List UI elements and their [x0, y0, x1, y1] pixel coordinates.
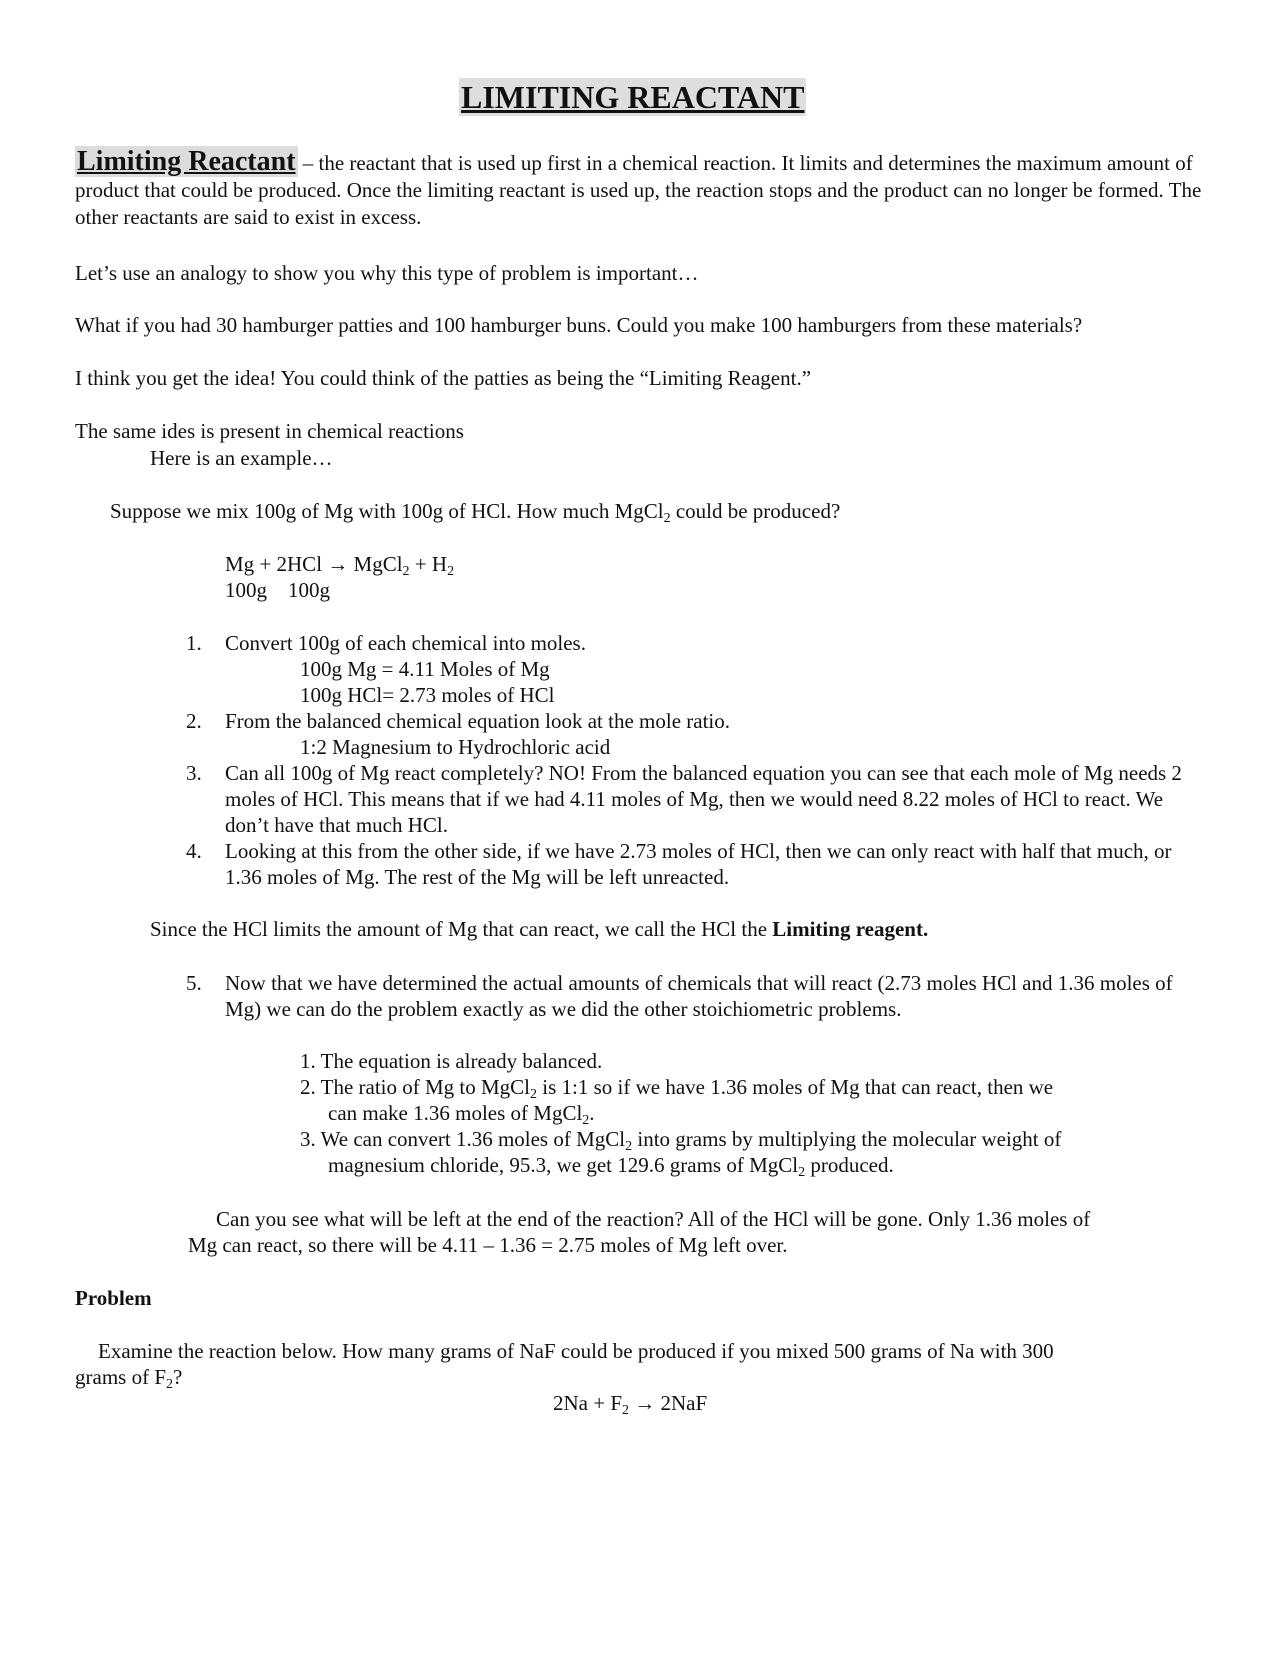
substep-sub: 2	[530, 1087, 538, 1102]
substep-part: produced.	[805, 1153, 894, 1177]
question-sub: 2	[663, 511, 671, 526]
problem-eq-part: 2Na + F	[553, 1391, 623, 1415]
substep-part: 3. We can convert 1.36 moles of MgCl	[300, 1127, 626, 1151]
equation-mid: + H	[409, 552, 448, 576]
definition-paragraph	[75, 148, 1210, 231]
step-number: 5.	[186, 971, 202, 995]
substep	[300, 1126, 1061, 1152]
substep-sub: 2	[625, 1139, 633, 1154]
substep-part: 2. The ratio of Mg to MgCl	[300, 1075, 531, 1099]
step-text: Convert 100g of each chemical into moles.	[225, 631, 586, 655]
leftover-line: Can you see what will be left at the end of the reaction? All of the HCl will be gone. Only 1.36 moles of	[216, 1207, 1091, 1231]
substep	[300, 1074, 1053, 1100]
limiting-statement	[150, 916, 928, 942]
example-question	[110, 498, 840, 524]
problem-sub: 2	[166, 1377, 173, 1392]
step-text: Now that we have determined the actual amounts of chemicals that will react (2.73 moles HCl and 1.36 moles of Mg) we can do the problem exactly as we did the other stoichiometric problems.	[225, 971, 1173, 1021]
substep	[328, 1100, 595, 1126]
substep-sub: 2	[582, 1113, 590, 1128]
equation-sub2: 2	[447, 564, 455, 579]
question-before: Suppose we mix 100g of Mg with 100g of HCl. How much MgCl	[110, 499, 664, 523]
substep	[328, 1152, 894, 1178]
substep-sub: 2	[798, 1165, 806, 1180]
problem-equation	[553, 1390, 707, 1416]
step1-detail: 100g HCl= 2.73 moles of HCl	[300, 683, 555, 707]
analogy-answer: I think you get the idea! You could think of the patties as being the “Limiting Reagent.”	[75, 366, 812, 390]
problem-line: Examine the reaction below. How many grams of NaF could be produced if you mixed 500 grams of Na with 300	[98, 1339, 1054, 1363]
step-text: Can all 100g of Mg react completely? NO! From the balanced equation you can see that each mole of Mg needs 2 moles of HCl. This means that if we had 4.11 moles of Mg, then we would need 8.22 moles of HCl to react. We don’t have that much HCl.	[225, 761, 1182, 837]
step-number: 3.	[186, 761, 202, 785]
question-after: could be produced?	[670, 499, 841, 523]
analogy-question: What if you had 30 hamburger patties and 100 hamburger buns. Could you make 100 hamburgers from these materials?	[75, 313, 1083, 337]
page-title: LIMITING REACTANT	[461, 79, 805, 115]
equation-left: Mg + 2HCl → MgCl	[225, 552, 403, 576]
problem-part: grams of F	[75, 1365, 166, 1389]
definition-term: Limiting Reactant	[77, 146, 296, 177]
substep-part: can make 1.36 moles of MgCl	[328, 1101, 583, 1125]
substep-part: magnesium chloride, 95.3, we get 129.6 grams of MgCl	[328, 1153, 799, 1177]
analogy-intro: Let’s use an analogy to show you why this type of problem is important…	[75, 261, 699, 285]
step-number: 1.	[186, 631, 202, 655]
step-number: 2.	[186, 709, 202, 733]
limiting-text: Since the HCl limits the amount of Mg that can react, we call the HCl the	[150, 917, 773, 941]
substep-part: .	[589, 1101, 595, 1125]
definition-text: the reactant that is used up first in a chemical reaction. It limits and determines the maximum amount of product that could be produced. Once the limiting reactant is used up, the reaction stops and the product can no longer be formed. The other reactants are said to exist in excess.	[75, 151, 1202, 229]
substep-part: into grams by multiplying the molecular weight of	[632, 1127, 1062, 1151]
step-text: From the balanced chemical equation look at the mole ratio.	[225, 709, 730, 733]
equation	[225, 551, 454, 577]
step-number: 4.	[186, 839, 202, 863]
leftover-line: Mg can react, so there will be 4.11 – 1.36 = 2.75 moles of Mg left over.	[188, 1233, 788, 1257]
equation-sub1: 2	[402, 564, 410, 579]
step1-detail: 100g Mg = 4.11 Moles of Mg	[300, 657, 550, 681]
step-text: Looking at this from the other side, if we have 2.73 moles of HCl, then we can only react with half that much, or 1.36 moles of Mg. The rest of the Mg will be left unreacted.	[225, 839, 1172, 889]
problem-line	[75, 1364, 182, 1390]
equation-amounts: 100g 100g	[225, 578, 330, 602]
problem-heading: Problem	[75, 1286, 152, 1310]
limiting-bold: Limiting reagent.	[772, 917, 929, 941]
same-idea-text: The same ides is present in chemical reactions	[75, 419, 464, 443]
step2-detail: 1:2 Magnesium to Hydrochloric acid	[300, 735, 611, 759]
substep-part: is 1:1 so if we have 1.36 moles of Mg that can react, then we	[537, 1075, 1054, 1099]
problem-part: ?	[173, 1365, 183, 1389]
problem-eq-sub: 2	[622, 1403, 630, 1418]
substep: 1. The equation is already balanced.	[300, 1049, 603, 1073]
problem-eq-part: → 2NaF	[629, 1391, 708, 1415]
definition-dash: –	[302, 151, 314, 175]
example-intro: Here is an example…	[150, 446, 333, 470]
